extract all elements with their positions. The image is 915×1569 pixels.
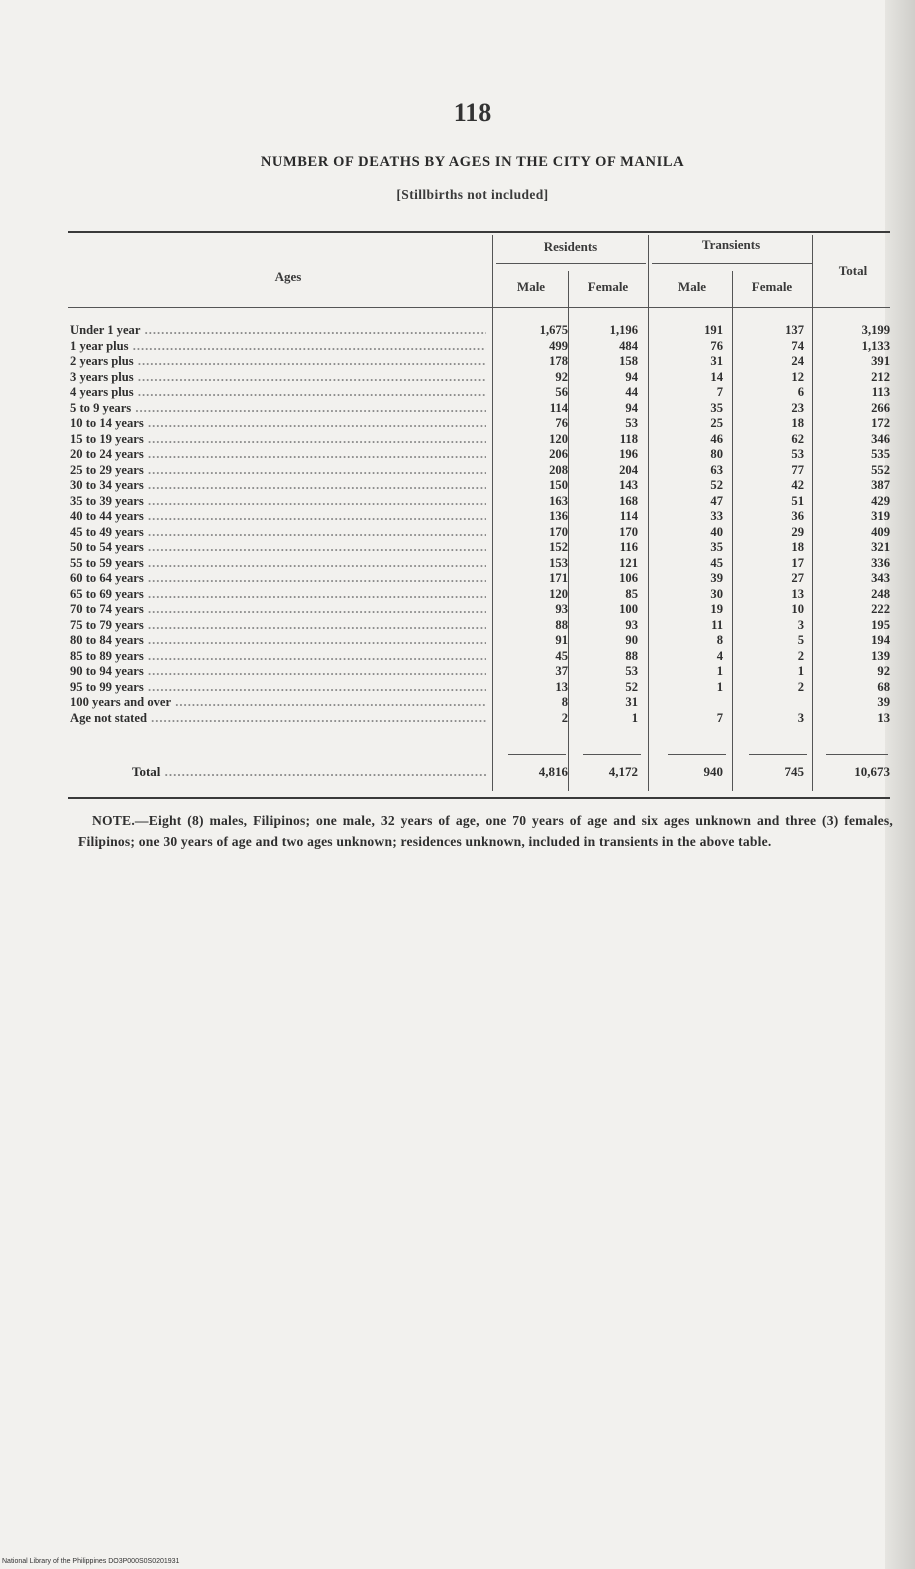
transients-female: 12 (791, 369, 804, 384)
table-row (68, 602, 890, 618)
residents-female: 31 (625, 695, 638, 709)
age-label: 40 to 44 years ..... (70, 509, 486, 525)
table-title: NUMBER OF DEATHS BY AGES IN THE CITY OF MANILA (260, 154, 685, 170)
residents-male: 206 (549, 447, 568, 461)
table-row (68, 664, 890, 680)
table-row (68, 494, 890, 510)
table-row (68, 633, 890, 649)
age-label: 2 years plus ..... (70, 354, 486, 370)
header-transients-male: Male (677, 279, 707, 294)
transients-male: 14 (710, 369, 723, 384)
transients-male: 35 (710, 540, 723, 554)
header-residents: Residents (543, 239, 598, 254)
residents-male: 208 (549, 462, 568, 477)
header-subrule-residents (496, 263, 646, 264)
header-residents-female: Female (587, 279, 629, 294)
age-label: 95 to 99 years ..... (70, 680, 486, 696)
residents-male: 13 (555, 679, 568, 694)
transients-male: 45 (710, 555, 723, 570)
header-total: Total (838, 263, 868, 278)
age-label: 10 to 14 years ..... (70, 416, 486, 432)
table-row (68, 556, 890, 572)
residents-female: 1,196 (609, 323, 638, 337)
row-total: 139 (871, 648, 890, 663)
residents-female: 53 (625, 416, 638, 430)
transients-female: 36 (791, 509, 804, 523)
residents-female: 196 (619, 447, 638, 461)
residents-male: 56 (555, 385, 568, 399)
residents-male: 114 (549, 400, 568, 415)
table-row (68, 695, 890, 711)
transients-female: 3 (797, 617, 804, 632)
transients-male: 7 (716, 710, 723, 725)
transients-male: 7 (716, 385, 723, 399)
residents-male: 120 (549, 586, 568, 601)
transients-female: 1 (797, 664, 804, 678)
transients-male: 52 (710, 478, 723, 492)
row-total: 248 (871, 586, 890, 601)
row-total: 222 (871, 602, 890, 616)
residents-male: 91 (555, 633, 568, 647)
transients-male: 63 (710, 462, 723, 477)
residents-female: 44 (625, 385, 638, 399)
transients-male: 1 (716, 679, 723, 694)
residents-female: 94 (625, 369, 638, 384)
page-edge-shadow (885, 0, 915, 1569)
residents-male: 163 (549, 493, 568, 508)
transients-female: 5 (797, 633, 804, 647)
residents-female: 106 (619, 571, 638, 585)
age-label: 75 to 79 years ..... (70, 618, 486, 634)
table-top-rule (68, 231, 890, 233)
table-row (68, 385, 890, 401)
residents-female: 143 (619, 478, 638, 492)
residents-male: 152 (549, 540, 568, 554)
transients-male: 31 (710, 354, 723, 368)
age-label: 25 to 29 years ..... (70, 463, 486, 479)
transients-female: 77 (791, 462, 804, 477)
row-total: 195 (871, 617, 890, 632)
table-row (68, 618, 890, 634)
row-total: 321 (871, 540, 890, 554)
transients-female: 51 (791, 493, 804, 508)
transients-female: 24 (791, 354, 804, 368)
residents-male: 2 (561, 710, 568, 725)
residents-female: 93 (625, 617, 638, 632)
transients-female: 17 (791, 555, 804, 570)
table-row (68, 711, 890, 727)
residents-female: 85 (625, 586, 638, 601)
transients-male: 47 (710, 493, 723, 508)
row-total: 387 (871, 478, 890, 492)
table-row (68, 525, 890, 541)
residents-female: 90 (625, 633, 638, 647)
transients-female: 2 (797, 679, 804, 694)
age-label: Age not stated ..... (70, 711, 486, 727)
residents-female: 88 (625, 648, 638, 663)
age-label: 85 to 89 years ..... (70, 649, 486, 665)
transients-female: 6 (797, 385, 804, 399)
table-row (68, 323, 890, 339)
age-label: 60 to 64 years ..... (70, 571, 486, 587)
row-total: 391 (871, 354, 890, 368)
header-transients-female: Female (751, 279, 793, 294)
header-transients: Transients (701, 237, 761, 252)
transients-male: 46 (710, 431, 723, 446)
residents-male: 45 (555, 648, 568, 663)
age-label: 65 to 69 years ..... (70, 587, 486, 603)
row-total: 535 (871, 447, 890, 461)
transients-female: 3 (797, 710, 804, 725)
residents-male: 120 (549, 431, 568, 446)
totals-rule-trans-female (749, 754, 807, 755)
transients-male: 191 (704, 323, 723, 337)
residents-male: 171 (549, 571, 568, 585)
residents-female: 116 (619, 540, 638, 554)
row-total: 336 (871, 555, 890, 570)
row-total: 346 (871, 431, 890, 446)
row-total: 1,133 (861, 338, 890, 353)
residents-female: 1 (631, 710, 638, 725)
residents-female: 52 (625, 679, 638, 694)
row-total: 3,199 (861, 323, 890, 337)
age-label: Under 1 year ..... (70, 323, 486, 339)
transients-female: 62 (791, 431, 804, 446)
transients-male: 11 (711, 617, 723, 632)
age-label: 35 to 39 years ..... (70, 494, 486, 510)
residents-male: 93 (555, 602, 568, 616)
transients-female: 2 (797, 648, 804, 663)
table-row (68, 571, 890, 587)
residents-male: 37 (555, 664, 568, 678)
age-label: 20 to 24 years ..... (70, 447, 486, 463)
page-number: 118 (453, 98, 492, 127)
transients-male: 80 (710, 447, 723, 461)
table-row (68, 370, 890, 386)
table-row (68, 416, 890, 432)
residents-male: 178 (549, 354, 568, 368)
table-subtitle: [Stillbirths not included] (396, 187, 549, 202)
transients-female: 18 (791, 540, 804, 554)
transients-male: 8 (716, 633, 723, 647)
transients-male: 39 (710, 571, 723, 585)
transients-female: 42 (791, 478, 804, 492)
header-bottom-rule (68, 307, 890, 308)
header-subrule-transients (652, 263, 812, 264)
table-body (68, 323, 890, 726)
transients-male: 4 (716, 648, 723, 663)
transients-male: 33 (710, 509, 723, 523)
residents-male: 153 (549, 555, 568, 570)
age-label: 15 to 19 years ..... (70, 432, 486, 448)
row-total: 266 (871, 400, 890, 415)
residents-female: 121 (619, 555, 638, 570)
row-total: 13 (877, 710, 890, 725)
age-label: 70 to 74 years ..... (70, 602, 486, 618)
transients-female: 53 (791, 447, 804, 461)
row-total: 409 (871, 524, 890, 539)
table-row (68, 432, 890, 448)
totals-transients-male: 940 (703, 764, 723, 779)
age-label: 55 to 59 years ..... (70, 556, 486, 572)
transients-female: 23 (791, 400, 804, 415)
totals-transients-female: 745 (784, 764, 804, 779)
totals-label: Total ..... (132, 763, 488, 781)
scan-footer: National Library of the Philippines DO3P000S0S0201931 (2, 1558, 180, 1565)
residents-female: 170 (619, 524, 638, 539)
residents-male: 499 (549, 338, 568, 353)
residents-male: 92 (555, 369, 568, 384)
totals-row (68, 763, 890, 781)
residents-female: 484 (619, 338, 638, 353)
totals-rule-trans-male (668, 754, 726, 755)
table-row (68, 401, 890, 417)
grand-total: 10,673 (854, 764, 890, 779)
table-row (68, 509, 890, 525)
transients-male: 76 (710, 338, 723, 353)
row-total: 343 (871, 571, 890, 585)
transients-male: 30 (710, 586, 723, 601)
header-residents-male: Male (516, 279, 546, 294)
row-total: 194 (871, 633, 890, 647)
row-total: 113 (871, 385, 890, 399)
residents-male: 1,675 (539, 323, 568, 337)
residents-female: 118 (619, 431, 638, 446)
age-label: 50 to 54 years ..... (70, 540, 486, 556)
residents-female: 100 (619, 602, 638, 616)
transients-male: 1 (716, 664, 723, 678)
residents-male: 150 (549, 478, 568, 492)
table-row (68, 447, 890, 463)
table-row (68, 540, 890, 556)
age-label: 100 years and over ..... (70, 695, 486, 711)
row-total: 319 (871, 509, 890, 523)
residents-male: 8 (561, 695, 568, 709)
transients-female: 29 (791, 524, 804, 539)
table-note: NOTE.—Eight (8) males, Filipinos; one male, 32 years of age, one 70 years of age and six ages unknown and three (3) females, Filipinos; one 30 years of age and two ages unknown; residences unknown, included in transients in the above table. (78, 813, 893, 849)
transients-male: 35 (710, 400, 723, 415)
age-label: 80 to 84 years ..... (70, 633, 486, 649)
residents-male: 170 (549, 524, 568, 539)
row-total: 68 (877, 679, 890, 694)
age-label: 45 to 49 years ..... (70, 525, 486, 541)
residents-female: 53 (625, 664, 638, 678)
transients-female: 13 (791, 586, 804, 601)
table-bottom-rule (68, 797, 890, 799)
transients-female: 137 (785, 323, 804, 337)
table-row (68, 680, 890, 696)
totals-rule-res-male (508, 754, 566, 755)
table-row (68, 339, 890, 355)
age-label: 90 to 94 years ..... (70, 664, 486, 680)
row-total: 172 (871, 416, 890, 430)
header-ages: Ages (274, 269, 302, 284)
residents-male: 136 (549, 509, 568, 523)
transients-male: 25 (710, 416, 723, 430)
age-label: 30 to 34 years ..... (70, 478, 486, 494)
residents-female: 158 (619, 354, 638, 368)
residents-male: 88 (555, 617, 568, 632)
table-row (68, 354, 890, 370)
table-row (68, 649, 890, 665)
totals-rule-res-female (583, 754, 641, 755)
transients-female: 10 (791, 602, 804, 616)
row-total: 429 (871, 493, 890, 508)
row-total: 39 (877, 695, 890, 709)
age-label: 1 year plus ..... (70, 339, 486, 355)
transients-female: 74 (791, 338, 804, 353)
age-label: 5 to 9 years ..... (70, 401, 486, 417)
totals-rule-total (826, 754, 888, 755)
totals-residents-female: 4,172 (608, 764, 638, 779)
residents-female: 204 (619, 462, 638, 477)
row-total: 212 (871, 369, 890, 384)
residents-female: 94 (625, 400, 638, 415)
row-total: 92 (877, 664, 890, 678)
table-row (68, 478, 890, 494)
residents-female: 168 (619, 493, 638, 508)
row-total: 552 (871, 462, 890, 477)
age-label: 4 years plus ..... (70, 385, 486, 401)
transients-male: 19 (710, 602, 723, 616)
transients-male: 40 (710, 524, 723, 539)
totals-residents-male: 4,816 (538, 764, 568, 779)
residents-female: 114 (619, 509, 638, 523)
transients-female: 27 (791, 571, 804, 585)
residents-male: 76 (555, 416, 568, 430)
table-row (68, 463, 890, 479)
table-row (68, 587, 890, 603)
age-label: 3 years plus ..... (70, 370, 486, 386)
transients-female: 18 (791, 416, 804, 430)
